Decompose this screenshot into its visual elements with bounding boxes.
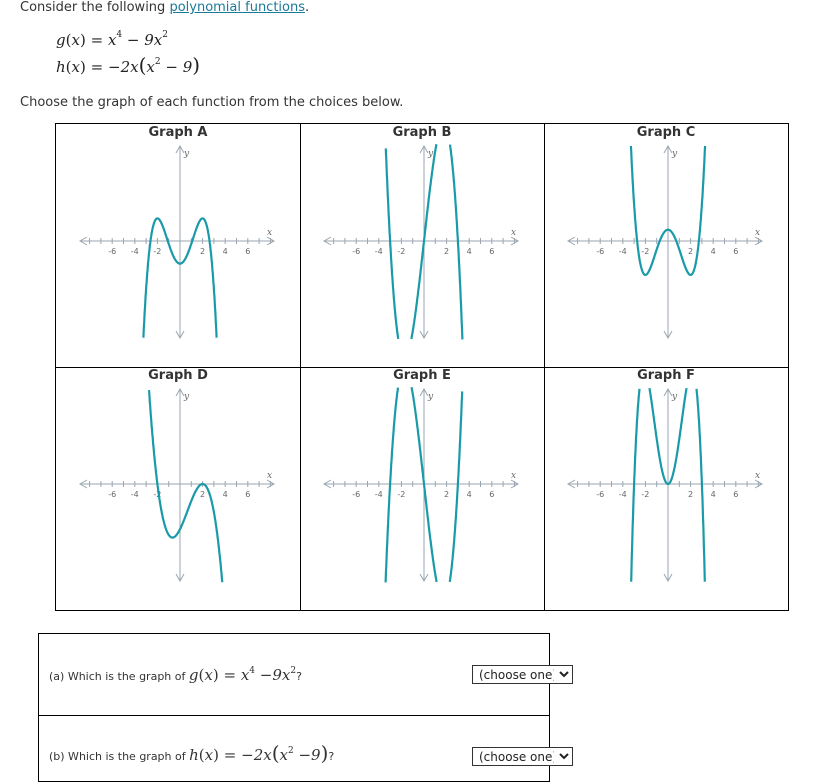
x-tick-label: 6	[733, 247, 739, 256]
x-tick-label: 4	[710, 490, 716, 499]
x-tick-label: -6	[352, 247, 361, 256]
x-tick-label: 4	[222, 490, 228, 499]
x-tick-label: -6	[108, 490, 117, 499]
x-axis-label: x	[267, 228, 273, 238]
question-b-text: (b) Which is the graph of $h(x) = -2x(x^2 -9)$?	[49, 741, 335, 765]
term: x	[240, 666, 250, 684]
x-axis-label: x	[755, 228, 761, 238]
question-a-text: (a) Which is the graph of $g(x) = x^4 -9x^2$?	[49, 666, 302, 684]
term: − 9	[160, 58, 193, 76]
graph-e-plot	[300, 367, 544, 610]
x-tick-label: -2	[153, 247, 162, 256]
graph-title: Graph F	[637, 368, 695, 383]
y-axis-label: y	[184, 149, 190, 159]
graph-title: Graph B	[392, 125, 452, 140]
x-tick-label: -2	[153, 490, 162, 499]
graph-f-plot	[544, 367, 788, 610]
term: −9	[293, 746, 321, 764]
term: x	[146, 58, 155, 76]
x-tick-label: 4	[222, 247, 228, 256]
fn-name: g	[188, 666, 199, 684]
x-tick-label: 2	[688, 247, 694, 256]
x-tick-label: -6	[596, 490, 605, 499]
graph-e-cell[interactable]	[300, 367, 545, 611]
graph-title: Graph A	[148, 125, 208, 140]
x-tick-label: 2	[444, 490, 450, 499]
term: −2x	[108, 58, 139, 76]
instruction-text: Choose the graph of each function from the choices below.	[20, 95, 404, 110]
exponent: 4	[249, 666, 256, 676]
graph-a-plot	[56, 124, 300, 367]
graph-title: Graph E	[393, 368, 451, 383]
intro-suffix: .	[305, 0, 310, 15]
y-axis-label: y	[428, 149, 434, 159]
graph-f-cell[interactable]	[544, 367, 789, 611]
term: −9x	[255, 666, 291, 684]
graph-c-plot	[544, 124, 788, 367]
x-tick-label: -6	[108, 247, 117, 256]
intro-text	[20, 0, 309, 15]
x-tick-label: -4	[618, 247, 627, 256]
x-tick-label: -2	[641, 247, 650, 256]
fn-name: h	[56, 58, 66, 76]
fn-name: h	[189, 746, 199, 764]
fn-var: x	[204, 666, 213, 684]
fn-name: g	[56, 31, 66, 49]
question-label: (a) Which is the graph of	[49, 670, 189, 683]
question-b-row	[39, 715, 549, 784]
graph-d-plot	[56, 367, 300, 610]
x-tick-label: -4	[618, 490, 627, 499]
question-label: (b) Which is the graph of	[49, 750, 190, 763]
graph-a-cell[interactable]	[56, 124, 301, 368]
question-a-row	[39, 634, 549, 715]
question-end: ?	[328, 750, 335, 763]
x-tick-label: 4	[466, 490, 472, 499]
graph-title: Graph C	[636, 125, 696, 140]
x-tick-label: 6	[733, 490, 739, 499]
exponent: 2	[287, 746, 294, 756]
graph-c-cell[interactable]	[544, 124, 789, 368]
x-tick-label: 2	[688, 490, 694, 499]
x-axis-label: x	[511, 228, 517, 238]
exponent: 2	[162, 30, 168, 40]
x-tick-label: -4	[374, 490, 383, 499]
term: − 9x	[122, 31, 163, 49]
y-axis-label: y	[184, 392, 190, 402]
y-axis-label: y	[672, 149, 678, 159]
graph-d-cell[interactable]	[56, 367, 301, 611]
graph-b-plot	[300, 124, 544, 367]
graph-b-cell[interactable]	[300, 124, 545, 368]
x-tick-label: 2	[200, 490, 206, 499]
x-tick-label: 4	[710, 247, 716, 256]
equation-g: $g(x) = x^4 - 9x^2$	[56, 30, 168, 49]
x-tick-label: -4	[130, 247, 139, 256]
x-tick-label: -2	[397, 490, 406, 499]
term: x	[107, 31, 117, 49]
x-tick-label: 2	[200, 247, 206, 256]
x-axis-label: x	[267, 471, 273, 481]
x-tick-label: -4	[374, 247, 383, 256]
question-end: ?	[296, 670, 302, 683]
x-axis-label: x	[755, 471, 761, 481]
x-tick-label: 6	[245, 490, 251, 499]
x-tick-label: -4	[130, 490, 139, 499]
x-tick-label: 4	[466, 247, 472, 256]
x-tick-label: -2	[641, 490, 650, 499]
exponent: 2	[290, 666, 297, 676]
x-tick-label: -6	[352, 490, 361, 499]
intro-prefix: Consider the following	[20, 0, 170, 15]
fn-var: x	[71, 58, 80, 76]
question-box	[38, 633, 550, 782]
y-axis-label: y	[672, 392, 678, 402]
y-axis-label: y	[428, 392, 434, 402]
polynomial-functions-link[interactable]: polynomial functions	[169, 0, 306, 15]
x-tick-label: -2	[397, 247, 406, 256]
term: −2x	[241, 746, 272, 764]
x-tick-label: 2	[444, 247, 450, 256]
equation-h: $h(x) = -2x(x^2 - 9)$	[56, 53, 201, 77]
term: x	[279, 746, 288, 764]
fn-var: x	[71, 31, 80, 49]
fn-var: x	[204, 746, 214, 764]
graph-grid	[55, 123, 789, 611]
question-a-select[interactable]	[472, 665, 573, 684]
question-b-select[interactable]	[472, 747, 573, 766]
exponent: 4	[116, 30, 123, 40]
x-tick-label: 6	[245, 247, 251, 256]
x-tick-label: 6	[489, 490, 495, 499]
exponent: 2	[154, 57, 161, 67]
x-tick-label: -6	[596, 247, 605, 256]
x-axis-label: x	[511, 471, 517, 481]
function-curve	[149, 390, 222, 582]
graph-title: Graph D	[148, 368, 208, 383]
x-tick-label: 6	[489, 247, 495, 256]
